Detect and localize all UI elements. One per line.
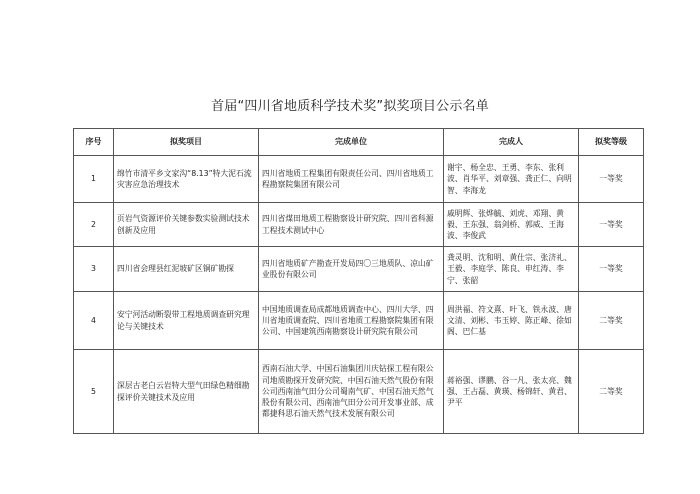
row-number: 3 — [74, 247, 114, 292]
row-number: 1 — [74, 156, 114, 203]
table-header-row — [74, 129, 644, 156]
table-row — [74, 247, 644, 292]
header-people: 完成人 — [444, 129, 579, 156]
award-level: 二等奖 — [579, 350, 644, 434]
project-name: 四川省会理县红泥坡矿区铜矿勘探 — [114, 247, 259, 292]
header-unit: 完成单位 — [259, 129, 444, 156]
completion-people: 戚明辉、张烨毓、刘虎、邓翔、黄毅、王东强、翁剑桥、郭威、王海波、李俊武 — [444, 203, 579, 247]
row-number: 2 — [74, 203, 114, 247]
header-no: 序号 — [74, 129, 114, 156]
header-level: 拟奖等级 — [579, 129, 644, 156]
row-number: 4 — [74, 292, 114, 350]
completion-unit: 四川省地质矿产勘查开发局四〇三地质队、凉山矿业股份有限公司 — [259, 247, 444, 292]
page-title: 首届“四川省地质科学技术奖”拟奖项目公示名单 — [211, 99, 489, 114]
award-level: 一等奖 — [579, 156, 644, 203]
project-name: 深层古老白云岩特大型气田绿色精细勘探评价关键技术及应用 — [114, 350, 259, 434]
row-number: 5 — [74, 350, 114, 434]
project-name: 页岩气资源评价关键参数实验测试技术创新及应用 — [114, 203, 259, 247]
completion-unit: 四川省煤田地质工程勘察设计研究院、四川省科源工程技术测试中心 — [259, 203, 444, 247]
table-row — [74, 350, 644, 434]
award-table — [73, 128, 644, 434]
completion-people: 龚灵明、沈和明、黄仕宗、张济礼、王毅、李庭学、陈良、申红涛、李宁、张韶 — [444, 247, 579, 292]
completion-people: 蒋裕强、谬鹏、谷一凡、张太亮、魏强、王占磊、黄瑛、杨锦轩、黄君、尹平 — [444, 350, 579, 434]
completion-unit: 四川省地质工程集团有限责任公司、四川省地质工程勘察院集团有限公司 — [259, 156, 444, 203]
award-level: 一等奖 — [579, 247, 644, 292]
project-name: 安宁河活动断裂带工程地质调查研究理论与关键技术 — [114, 292, 259, 350]
table-row — [74, 203, 644, 247]
award-level: 一等奖 — [579, 203, 644, 247]
completion-unit: 西南石油大学、中国石油集团川庆钻探工程有限公司地质勘探开发研究院、中国石油天然气股份有限公司西南油气田分公司蜀南气矿、中国石油天然气股份有限公司、西南油气田分公司开发事业部、成都捷科思石油天然气技术发展有限公司 — [259, 350, 444, 434]
completion-people: 谢宇、杨全忠、王勇、李东、张利波、肖华平、刘章强、龚正仁、向明智、李海龙 — [444, 156, 579, 203]
table-row — [74, 292, 644, 350]
table-row — [74, 156, 644, 203]
project-name: 绵竹市清平乡文家沟“8.13”特大泥石流灾害应急治理技术 — [114, 156, 259, 203]
award-level: 二等奖 — [579, 292, 644, 350]
completion-people: 周洪福、符文熹、叶飞、铁永波、唐文清、刘彬、韦玉婷、陈正峰、徐如阁、巴仁基 — [444, 292, 579, 350]
header-project: 拟奖项目 — [114, 129, 259, 156]
completion-unit: 中国地质调查局成都地质调查中心、四川大学、四川省地质调查院、四川省地质工程勘察院集团有限公司、中国建筑西南勘察设计研究院有限公司 — [259, 292, 444, 350]
